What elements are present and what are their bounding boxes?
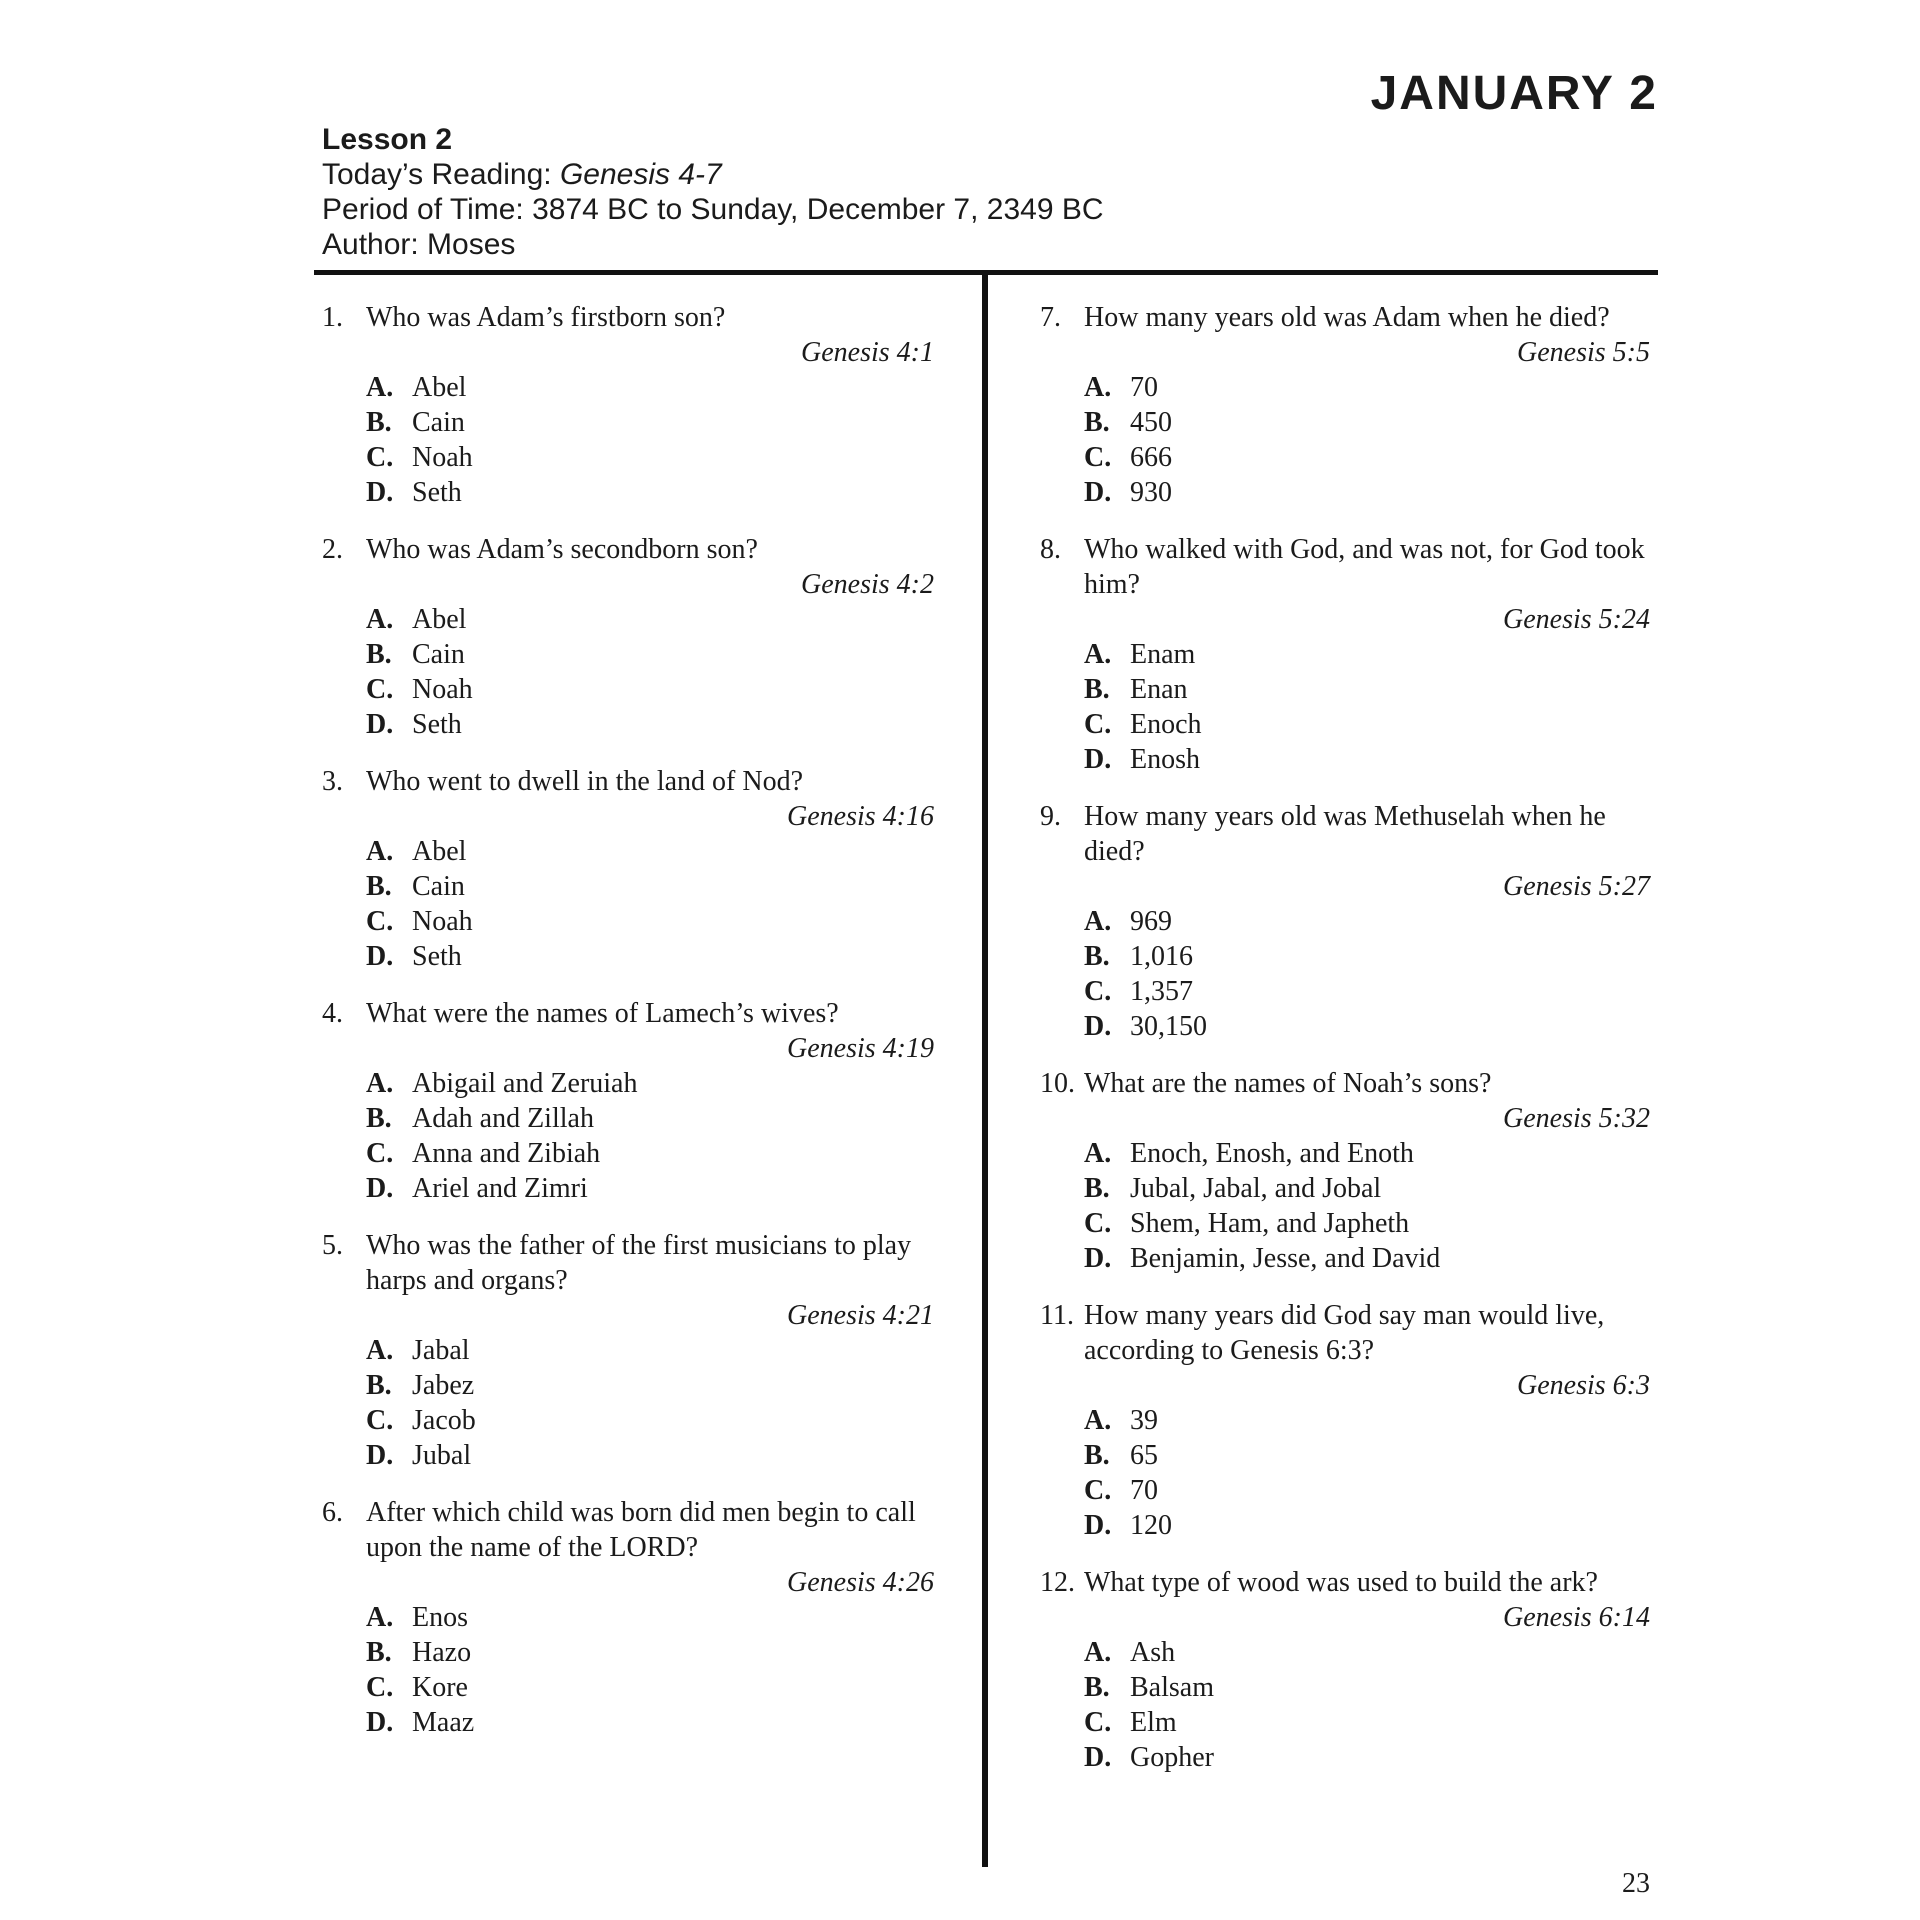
option-text: Jubal, Jabal, and Jobal [1130, 1173, 1382, 1204]
reading-value: Genesis 4-7 [559, 158, 722, 191]
question-number: 7. [1040, 302, 1061, 333]
answer-option [1084, 440, 1650, 475]
option-letter: A. [366, 1602, 394, 1633]
answer-option [1084, 1508, 1650, 1543]
answer-option [366, 869, 934, 904]
answer-options [1084, 1136, 1650, 1276]
option-letter: A. [366, 1068, 394, 1099]
option-text: Balsam [1130, 1672, 1214, 1703]
question-block [1040, 532, 1650, 777]
answer-option [366, 440, 934, 475]
option-letter: B. [1084, 941, 1110, 972]
answer-option [366, 637, 934, 672]
option-letter: D. [366, 1440, 394, 1471]
question-text: How many years old was Methuselah when he died? [1084, 801, 1606, 867]
answer-option [1084, 475, 1650, 510]
option-text: Noah [412, 674, 473, 705]
option-text: Benjamin, Jesse, and David [1130, 1243, 1441, 1274]
option-letter: D. [366, 941, 394, 972]
option-text: 930 [1130, 477, 1172, 508]
question-line [322, 996, 934, 1031]
answer-option [1084, 1670, 1650, 1705]
option-text: Gopher [1130, 1742, 1214, 1773]
question-block [1040, 1066, 1650, 1276]
question-text: Who went to dwell in the land of Nod? [366, 766, 804, 797]
option-text: Enos [412, 1602, 468, 1633]
question-line [322, 1228, 934, 1298]
lesson-title: Lesson 2 [322, 123, 453, 156]
question-number: 4. [322, 998, 343, 1029]
option-text: Enosh [1130, 744, 1200, 775]
scripture-reference: Genesis 5:32 [1503, 1103, 1650, 1134]
answer-options [1084, 637, 1650, 777]
question-line [1040, 532, 1650, 602]
page-date: JANUARY 2 [1370, 67, 1658, 120]
option-text: Seth [412, 477, 462, 508]
answer-option [1084, 1171, 1650, 1206]
option-letter: C. [366, 442, 394, 473]
question-text: How many years did God say man would live, according to Genesis 6:3? [1084, 1300, 1605, 1366]
option-letter: C. [366, 674, 394, 705]
option-letter: A. [366, 1335, 394, 1366]
option-text: Jabez [412, 1370, 475, 1401]
scripture-reference: Genesis 4:26 [787, 1567, 934, 1598]
option-letter: A. [1084, 1637, 1112, 1668]
question-line [1040, 300, 1650, 335]
option-letter: C. [366, 1138, 394, 1169]
option-letter: B. [366, 1103, 392, 1134]
answer-option [1084, 405, 1650, 440]
question-block [322, 1495, 934, 1740]
option-text: Enoch, Enosh, and Enoth [1130, 1138, 1414, 1169]
question-block [1040, 300, 1650, 510]
option-text: Maaz [412, 1707, 475, 1738]
answer-option [366, 405, 934, 440]
option-letter: A. [366, 836, 394, 867]
option-text: Abel [412, 372, 467, 403]
option-text: Jacob [412, 1405, 476, 1436]
question-text: How many years old was Adam when he died? [1084, 302, 1610, 333]
answer-option [366, 1403, 934, 1438]
answer-option [1084, 1438, 1650, 1473]
option-text: Kore [412, 1672, 468, 1703]
option-text: Anna and Zibiah [412, 1138, 601, 1169]
answer-option [366, 1705, 934, 1740]
option-letter: D. [1084, 1243, 1112, 1274]
question-text: Who was the father of the first musicians to play harps and organs? [366, 1230, 912, 1296]
answer-option [1084, 1403, 1650, 1438]
question-line [322, 532, 934, 567]
option-text: Hazo [412, 1637, 472, 1668]
answer-option [366, 939, 934, 974]
answer-options [1084, 1403, 1650, 1543]
option-letter: D. [366, 1707, 394, 1738]
option-letter: C. [366, 1405, 394, 1436]
option-text: 969 [1130, 906, 1172, 937]
option-text: 70 [1130, 1475, 1158, 1506]
answer-option [1084, 1705, 1650, 1740]
answer-option [366, 1635, 934, 1670]
option-letter: B. [1084, 674, 1110, 705]
answer-options [366, 370, 934, 510]
option-text: 1,357 [1130, 976, 1193, 1007]
option-text: Adah and Zillah [412, 1103, 594, 1134]
answer-options [366, 1600, 934, 1740]
question-line [1040, 1565, 1650, 1600]
answer-option [366, 1438, 934, 1473]
answer-option [366, 672, 934, 707]
option-text: Abel [412, 604, 467, 635]
period-of-time: Period of Time: 3874 BC to Sunday, December 7, 2349 BC [322, 193, 1104, 226]
question-line [322, 1495, 934, 1565]
answer-option [1084, 370, 1650, 405]
answer-options [366, 834, 934, 974]
answer-option [366, 1171, 934, 1206]
option-letter: B. [366, 639, 392, 670]
option-text: Elm [1130, 1707, 1177, 1738]
reading-label: Today’s Reading: [322, 158, 560, 191]
option-letter: D. [1084, 1742, 1112, 1773]
answer-options [366, 1333, 934, 1473]
question-block [1040, 1565, 1650, 1775]
answer-option [366, 904, 934, 939]
question-number: 6. [322, 1497, 343, 1528]
option-text: Enan [1130, 674, 1188, 705]
answer-option [1084, 1241, 1650, 1276]
option-text: Enoch [1130, 709, 1202, 740]
option-letter: C. [1084, 1208, 1112, 1239]
answer-option [366, 1136, 934, 1171]
option-letter: A. [1084, 372, 1112, 403]
answer-option [1084, 707, 1650, 742]
question-block [1040, 799, 1650, 1044]
scripture-reference: Genesis 5:27 [1503, 871, 1650, 902]
answer-option [366, 1670, 934, 1705]
option-text: 666 [1130, 442, 1172, 473]
option-letter: B. [1084, 1672, 1110, 1703]
answer-option [1084, 637, 1650, 672]
option-letter: A. [366, 372, 394, 403]
question-line [1040, 1066, 1650, 1101]
answer-option [1084, 1473, 1650, 1508]
option-text: 30,150 [1130, 1011, 1207, 1042]
question-text: Who was Adam’s firstborn son? [366, 302, 726, 333]
question-text: After which child was born did men begin to call upon the name of the LORD? [366, 1497, 916, 1563]
answer-option [366, 707, 934, 742]
question-line [1040, 799, 1650, 869]
option-letter: B. [366, 1637, 392, 1668]
scripture-reference: Genesis 4:1 [801, 337, 934, 368]
answer-options [1084, 904, 1650, 1044]
option-text: Cain [412, 639, 465, 670]
question-text: What were the names of Lamech’s wives? [366, 998, 839, 1029]
question-text: What type of wood was used to build the ark? [1084, 1567, 1598, 1598]
option-letter: D. [1084, 1011, 1112, 1042]
option-letter: B. [366, 871, 392, 902]
option-text: Enam [1130, 639, 1196, 670]
option-text: Jabal [412, 1335, 470, 1366]
question-block [322, 1228, 934, 1473]
answer-option [1084, 742, 1650, 777]
option-letter: B. [1084, 1173, 1110, 1204]
option-text: Abel [412, 836, 467, 867]
option-text: Cain [412, 871, 465, 902]
answer-option [1084, 939, 1650, 974]
answer-option [1084, 1740, 1650, 1775]
question-number: 1. [322, 302, 343, 333]
answer-option [366, 475, 934, 510]
question-number: 3. [322, 766, 343, 797]
scripture-reference: Genesis 4:2 [801, 569, 934, 600]
question-block [322, 996, 934, 1206]
option-letter: C. [1084, 709, 1112, 740]
scripture-reference: Genesis 4:21 [787, 1300, 934, 1331]
option-letter: A. [1084, 906, 1112, 937]
answer-option [366, 1066, 934, 1101]
question-number: 5. [322, 1230, 343, 1261]
question-text: Who was Adam’s secondborn son? [366, 534, 758, 565]
question-line [1040, 1298, 1650, 1368]
option-letter: C. [1084, 1707, 1112, 1738]
option-text: Noah [412, 442, 473, 473]
option-text: Seth [412, 709, 462, 740]
question-line [322, 764, 934, 799]
answer-option [366, 602, 934, 637]
option-letter: C. [1084, 976, 1112, 1007]
question-line [322, 300, 934, 335]
scripture-reference: Genesis 5:5 [1517, 337, 1650, 368]
scripture-reference: Genesis 6:14 [1503, 1602, 1650, 1633]
option-letter: D. [366, 477, 394, 508]
question-text: What are the names of Noah’s sons? [1084, 1068, 1492, 1099]
option-text: Seth [412, 941, 462, 972]
right-question-column [1040, 300, 1650, 1797]
option-letter: C. [366, 906, 394, 937]
option-letter: D. [1084, 1510, 1112, 1541]
option-text: Cain [412, 407, 465, 438]
left-question-column [322, 300, 934, 1762]
answer-options [1084, 370, 1650, 510]
answer-option [1084, 974, 1650, 1009]
answer-option [1084, 1206, 1650, 1241]
question-number: 11. [1040, 1300, 1074, 1331]
option-letter: D. [1084, 477, 1112, 508]
option-text: Noah [412, 906, 473, 937]
option-letter: A. [1084, 639, 1112, 670]
answer-options [366, 602, 934, 742]
question-block [322, 764, 934, 974]
answer-option [366, 834, 934, 869]
option-letter: B. [1084, 407, 1110, 438]
scripture-reference: Genesis 6:3 [1517, 1370, 1650, 1401]
answer-option [366, 1333, 934, 1368]
option-text: 1,016 [1130, 941, 1193, 972]
question-number: 8. [1040, 534, 1061, 565]
answer-options [366, 1066, 934, 1206]
answer-option [366, 1368, 934, 1403]
option-letter: D. [366, 1173, 394, 1204]
option-text: 70 [1130, 372, 1158, 403]
question-block [1040, 1298, 1650, 1543]
answer-option [366, 1600, 934, 1635]
option-text: 120 [1130, 1510, 1172, 1541]
answer-option [1084, 1009, 1650, 1044]
question-block [322, 300, 934, 510]
question-number: 10. [1040, 1068, 1075, 1099]
answer-option [366, 1101, 934, 1136]
question-number: 9. [1040, 801, 1061, 832]
option-letter: B. [366, 407, 392, 438]
question-block [322, 532, 934, 742]
question-number: 12. [1040, 1567, 1075, 1598]
option-letter: A. [1084, 1405, 1112, 1436]
option-letter: D. [366, 709, 394, 740]
option-letter: B. [366, 1370, 392, 1401]
option-text: Abigail and Zeruiah [412, 1068, 638, 1099]
answer-option [366, 370, 934, 405]
option-letter: C. [1084, 442, 1112, 473]
option-text: 450 [1130, 407, 1172, 438]
answer-options [1084, 1635, 1650, 1775]
option-text: Shem, Ham, and Japheth [1130, 1208, 1410, 1239]
lesson-header [322, 122, 1104, 262]
answer-option [1084, 904, 1650, 939]
option-text: Ariel and Zimri [412, 1173, 588, 1204]
option-text: Jubal [412, 1440, 472, 1471]
page-number: 23 [1622, 1868, 1650, 1899]
scripture-reference: Genesis 5:24 [1503, 604, 1650, 635]
option-text: 39 [1130, 1405, 1158, 1436]
option-letter: B. [1084, 1440, 1110, 1471]
answer-option [1084, 672, 1650, 707]
answer-option [1084, 1635, 1650, 1670]
option-letter: C. [1084, 1475, 1112, 1506]
question-text: Who walked with God, and was not, for God took him? [1084, 534, 1645, 600]
column-divider [982, 275, 988, 1867]
option-text: Ash [1130, 1637, 1176, 1668]
option-letter: A. [1084, 1138, 1112, 1169]
scripture-reference: Genesis 4:16 [787, 801, 934, 832]
option-letter: D. [1084, 744, 1112, 775]
question-number: 2. [322, 534, 343, 565]
option-letter: A. [366, 604, 394, 635]
scripture-reference: Genesis 4:19 [787, 1033, 934, 1064]
author: Author: Moses [322, 228, 516, 261]
option-letter: C. [366, 1672, 394, 1703]
answer-option [1084, 1136, 1650, 1171]
option-text: 65 [1130, 1440, 1158, 1471]
todays-reading [322, 157, 1104, 192]
